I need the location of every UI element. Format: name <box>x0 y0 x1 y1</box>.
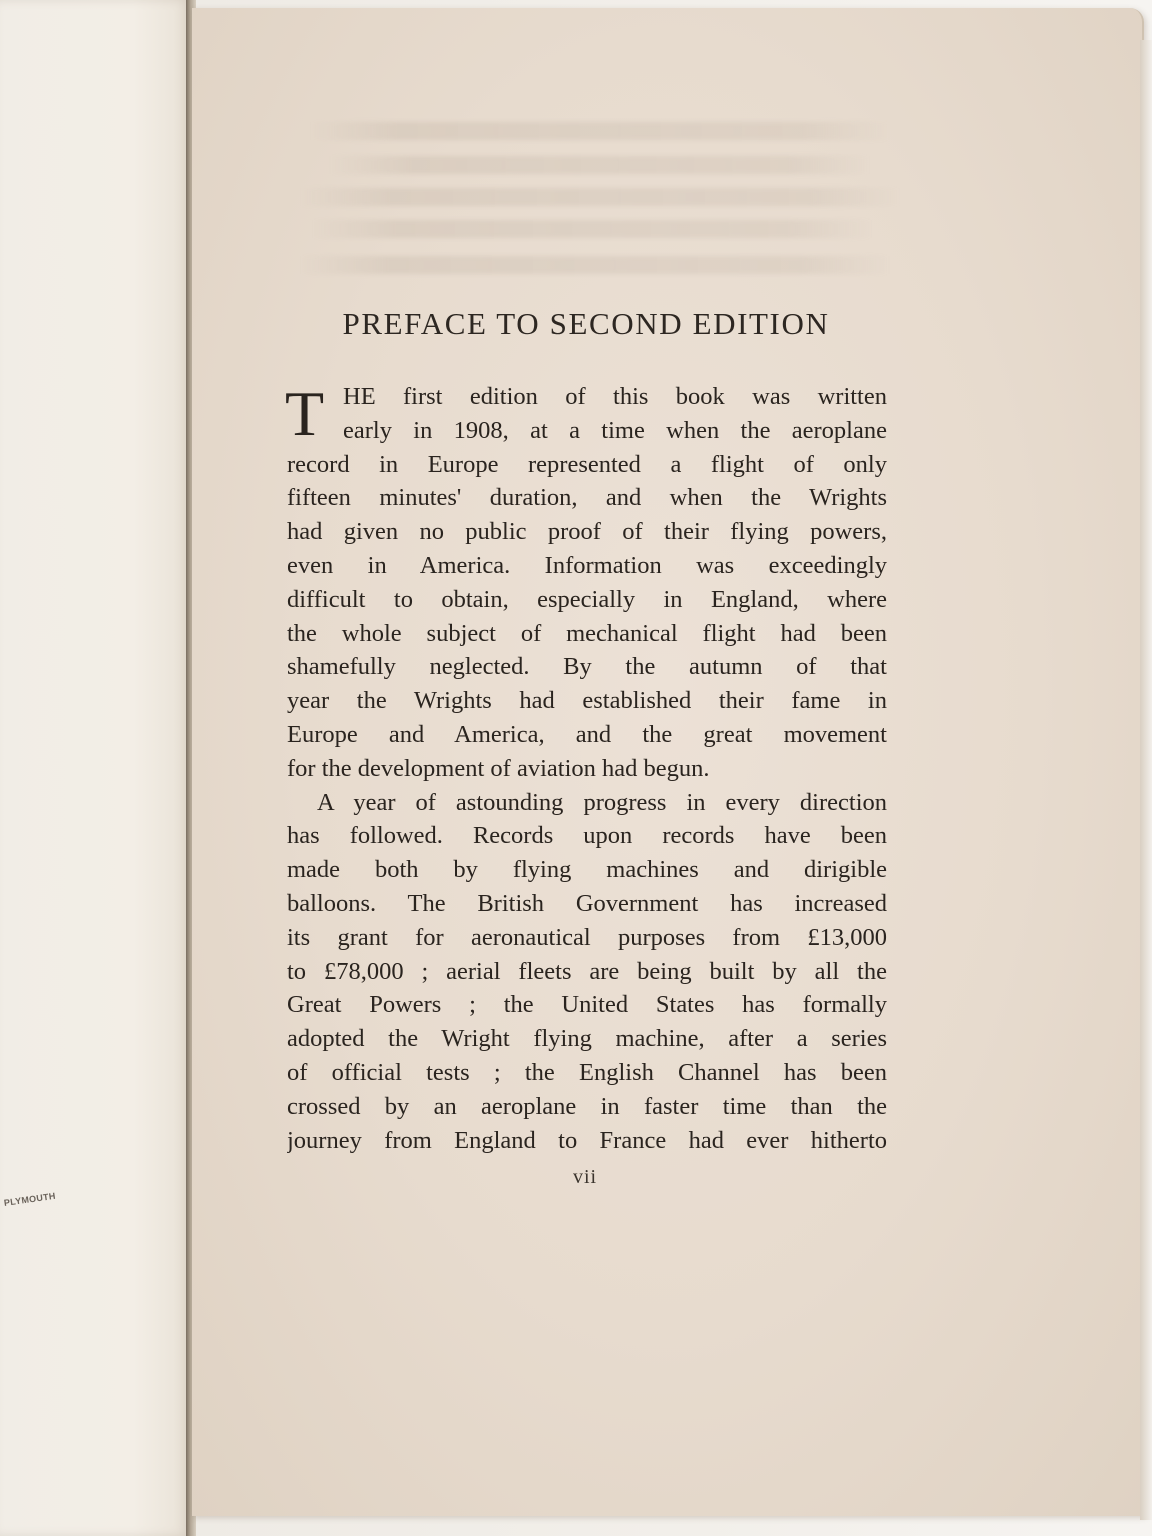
drop-cap: T <box>285 378 325 449</box>
text-line: fifteen minutes' duration, and when the Wrights <box>287 484 887 512</box>
show-through-line <box>300 256 890 274</box>
text-line: crossed by an aeroplane in faster time than the <box>287 1092 887 1120</box>
printer-imprint: PLYMOUTH <box>3 1190 57 1208</box>
text-line: the whole subject of mechanical flight had been <box>287 619 887 647</box>
text-line: had given no public proof of their flying powers, <box>287 518 887 546</box>
text-line: its grant for aeronautical purposes from £13,000 <box>287 923 887 951</box>
text-line: year the Wrights had established their fame in <box>287 687 887 715</box>
paragraph-2 <box>287 786 887 1158</box>
text-line: shamefully neglected. By the autumn of that <box>287 653 887 681</box>
text-line: difficult to obtain, especially in England, where <box>287 585 887 613</box>
show-through-line <box>300 188 900 206</box>
text-line: adopted the Wright flying machine, after a series <box>287 1025 887 1053</box>
show-through-line <box>312 220 872 238</box>
text-line: Europe and America, and the great movement <box>287 720 887 748</box>
text-line: has followed. Records upon records have been <box>287 822 887 850</box>
paragraph-1 <box>287 380 887 786</box>
body-text <box>287 380 887 1157</box>
page-edge <box>1140 40 1152 1520</box>
text-line: made both by flying machines and dirigible <box>287 856 887 884</box>
text-line: even in America. Information was exceedingly <box>287 551 887 579</box>
text-line: of official tests ; the English Channel has been <box>287 1058 887 1086</box>
text-line: A year of astounding progress in every direction <box>317 788 887 816</box>
left-page <box>0 0 190 1536</box>
text-line: balloons. The British Government has increased <box>287 889 887 917</box>
text-line: journey from England to France had ever hitherto <box>287 1126 887 1154</box>
text-line: HE first edition of this book was written <box>343 383 887 410</box>
text-line: for the development of aviation had begun. <box>287 754 710 782</box>
text-line: Great Powers ; the United States has formally <box>287 991 887 1019</box>
text-line: early in 1908, at a time when the aeroplane <box>343 416 887 444</box>
text-line: to £78,000 ; aerial fleets are being built by all the <box>287 957 887 985</box>
show-through-line <box>310 122 890 140</box>
text-line: record in Europe represented a flight of only <box>287 450 887 478</box>
show-through-line <box>330 156 870 174</box>
page-number: vii <box>572 1166 598 1188</box>
page-title: PREFACE TO SECOND EDITION <box>342 306 830 341</box>
